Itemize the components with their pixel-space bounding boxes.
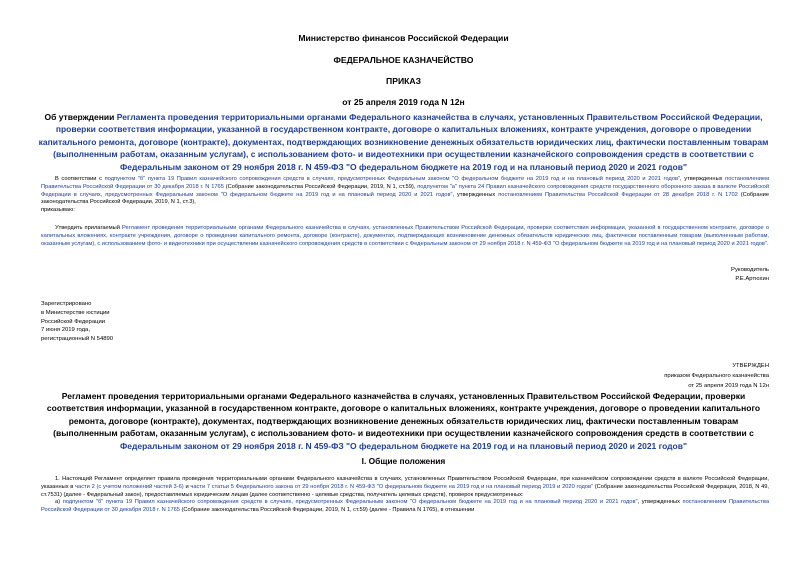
registration-line: Зарегистрировано xyxy=(41,301,92,307)
approved-word: УТВЕРЖДЕН xyxy=(732,363,769,369)
signature-position: Руководитель xyxy=(731,267,769,273)
p1-link-2[interactable]: части 7 статьи 5 Федерального закона от 29 ноября 2018 г. N 459-ФЗ "О федеральном бюджете на 2019 год и на плановый период 2019 и 2020 годов" xyxy=(190,483,593,490)
order-type-heading: ПРИКАЗ xyxy=(386,76,421,86)
agency-heading: ФЕДЕРАЛЬНОЕ КАЗНАЧЕЙСТВО xyxy=(333,55,474,65)
ministry-heading: Министерство финансов Российской Федерации xyxy=(298,33,509,43)
preamble-text-3: (Собрание законодательства Российской Федерации, 2019, N 1, ст.59), xyxy=(223,183,418,190)
preamble-link-4[interactable]: постановлением Правительства Российской Федерации от 28 декабря 2018 г. N 1702 xyxy=(498,191,738,198)
p1-text-2: и xyxy=(183,483,191,490)
preamble-text-2: , утвержденных xyxy=(680,176,726,182)
approve-paragraph xyxy=(41,225,769,248)
order-title-link[interactable]: Регламента проведения территориальными органами Федерального казначейства в случаях, установленных Правительством Российской Федерации, проверки соответствия информации, указанной в государственном контракте, договоре о капитальных вложениях, контракте учреждения, договоре о проведении капитального ремонта, договоре (контракте), документах, подтверждающих возникновение денежных обязательств юридических лиц, фактически поставленным товарам (выполненным работам, оказанным услугам), с использованием фото- и видеотехники при осуществлении казначейского сопровождения средств в соответствии с Федеральным законом от 29 ноября 2018 г. N 459-ФЗ "О федеральном бюджете на 2019 год и на плановый период 2020 и 2021 годов" xyxy=(38,112,769,172)
preamble-text-1: В соответствии с xyxy=(55,176,105,182)
order-title-prefix: Об утверждении xyxy=(44,112,117,122)
preamble-block xyxy=(41,176,769,215)
section-heading: I. Общие положения xyxy=(361,456,446,466)
pa-text-1: а) xyxy=(55,499,63,506)
regulation-title-text: Регламент проведения территориальными органами Федерального казначейства в случаях, установленных Правительством Российской Федерации, проверки соответствия информации, указанной в государственном контракте, договоре о капитальных вложениях, контракте учреждения, договоре о проведении капитального ремонта, договоре (контракте), документах, подтверждающих возникновение денежных обязательств юридических лиц, фактически поставленным товарам (выполненным работам, оказанным услугам), с использованием фото- и видеотехники при осуществлении казначейского сопровождения средств в соответствии с xyxy=(46,391,761,439)
pa-link-2[interactable]: постановлением Правительства Российской Федерации от 30 декабря 2018 г. N 1765 xyxy=(41,499,769,514)
approve-text-2: . xyxy=(766,240,769,247)
approve-block xyxy=(41,225,769,248)
registration-line: Российской Федерации xyxy=(41,318,106,325)
p1-text-3: (Собрание законодательства Российской Федерации, 2018, N 49, ст.7531) (далее - Федеральный закон), предоставляемых юридическим лицам (далее соответственно - целевые средства, получатель целевых средств), проверок предусмотренных: xyxy=(41,483,769,498)
approved-line: от 25 апреля 2019 года N 12н xyxy=(688,383,769,389)
signature-name: Р.Е.Артюхин xyxy=(735,275,769,282)
regulation-title xyxy=(44,390,763,452)
p1-link-1[interactable]: части 2 (с учетом положений частей 3-6) xyxy=(75,483,184,490)
approve-link[interactable]: Регламент проведения территориальными органами Федерального казначейства в случаях, установленных Правительством Российской Федерации, проверки соответствия информации, указанной в государственном контракте, договоре о капитальных вложениях, контракте учреждения, договоре о проведении капитального ремонта, договоре (контракте), документах, подтверждающих возникновение денежных обязательств юридических лиц, фактически поставленным товарам (выполненным работам, оказанным услугам), с использованием фото- и видеотехники при осуществлении казначейского сопровождения средств в соответствии с Федеральным законом от 29 ноября 2018 г. N 459-ФЗ "О федеральном бюджете на 2019 год и на плановый период 2020 и 2021 годов" xyxy=(41,225,769,247)
preamble-link-3[interactable]: подпунктом "а" пункта 24 Правил казначейского сопровождения средств государственного оборонного заказа в валюте Российской Федерации в случаях, предусмотренных Федеральным законом "О федеральном бюджете на 2019 год и на плановый период 2020 и 2021 годов" xyxy=(41,183,769,198)
preamble-text-4: , утвержденных xyxy=(452,191,499,198)
signature-block xyxy=(731,266,769,283)
registration-line: регистрационный N 54890 xyxy=(41,336,114,343)
pa-link-1[interactable]: подпунктом "б" пункта 19 Правил казначейского сопровождения средств в случаях, предусмотренных Федеральным законом "О федеральном бюджете на 2019 год и на плановый период 2020 и 2021 годов" xyxy=(62,499,638,506)
order-word: приказываю: xyxy=(41,207,75,214)
preamble-text-5: (Собрание законодательства Российской Федерации, 2019, N 1, ст.3), xyxy=(41,191,769,206)
registration-block xyxy=(41,300,113,344)
order-title xyxy=(30,111,777,173)
preamble-link-1[interactable]: подпунктом "б" пункта 19 Правил казначейского сопровождения средств в случаях, предусмотренных Федеральным законом "О федеральном бюджете на 2019 год и на плановый период 2020 и 2021 годов" xyxy=(104,176,681,182)
approved-stamp xyxy=(664,361,769,391)
registration-line: 7 июня 2019 года, xyxy=(41,327,90,334)
approved-line: приказом Федерального казначейства xyxy=(664,373,769,379)
registration-line: в Министерстве юстиции xyxy=(41,309,110,316)
section-paragraph-a xyxy=(41,499,769,515)
pa-text-2: , утвержденных xyxy=(637,499,683,506)
approve-text-1: Утвердить прилагаемый xyxy=(55,225,123,231)
p1-text-1: 1. Настоящий Регламент определяет правила проведения территориальными органами Федерального казначейства в случаях, установленных Правительством Российской Федерации, при казначейском сопровождении средств в валюте Российской Федерации, указанных в xyxy=(41,476,769,490)
order-date-number: от 25 апреля 2019 года N 12н xyxy=(342,97,465,107)
preamble-paragraph xyxy=(41,176,769,207)
preamble-link-2[interactable]: постановлением Правительства Российской Федерации от 30 декабря 2018 г. N 1765 xyxy=(41,176,769,190)
section-paragraph-1 xyxy=(41,476,769,499)
regulation-title-link[interactable]: Федеральным законом от 29 ноября 2018 г. N 459-ФЗ "О федеральном бюджете на 2019 год и на плановый период 2020 и 2021 годов" xyxy=(120,440,687,451)
section-body xyxy=(41,476,769,515)
pa-text-3: (Собрание законодательства Российской Федерации, 2019, N 1, ст.59) (далее - Правила N 1765), в отношении xyxy=(179,507,475,514)
